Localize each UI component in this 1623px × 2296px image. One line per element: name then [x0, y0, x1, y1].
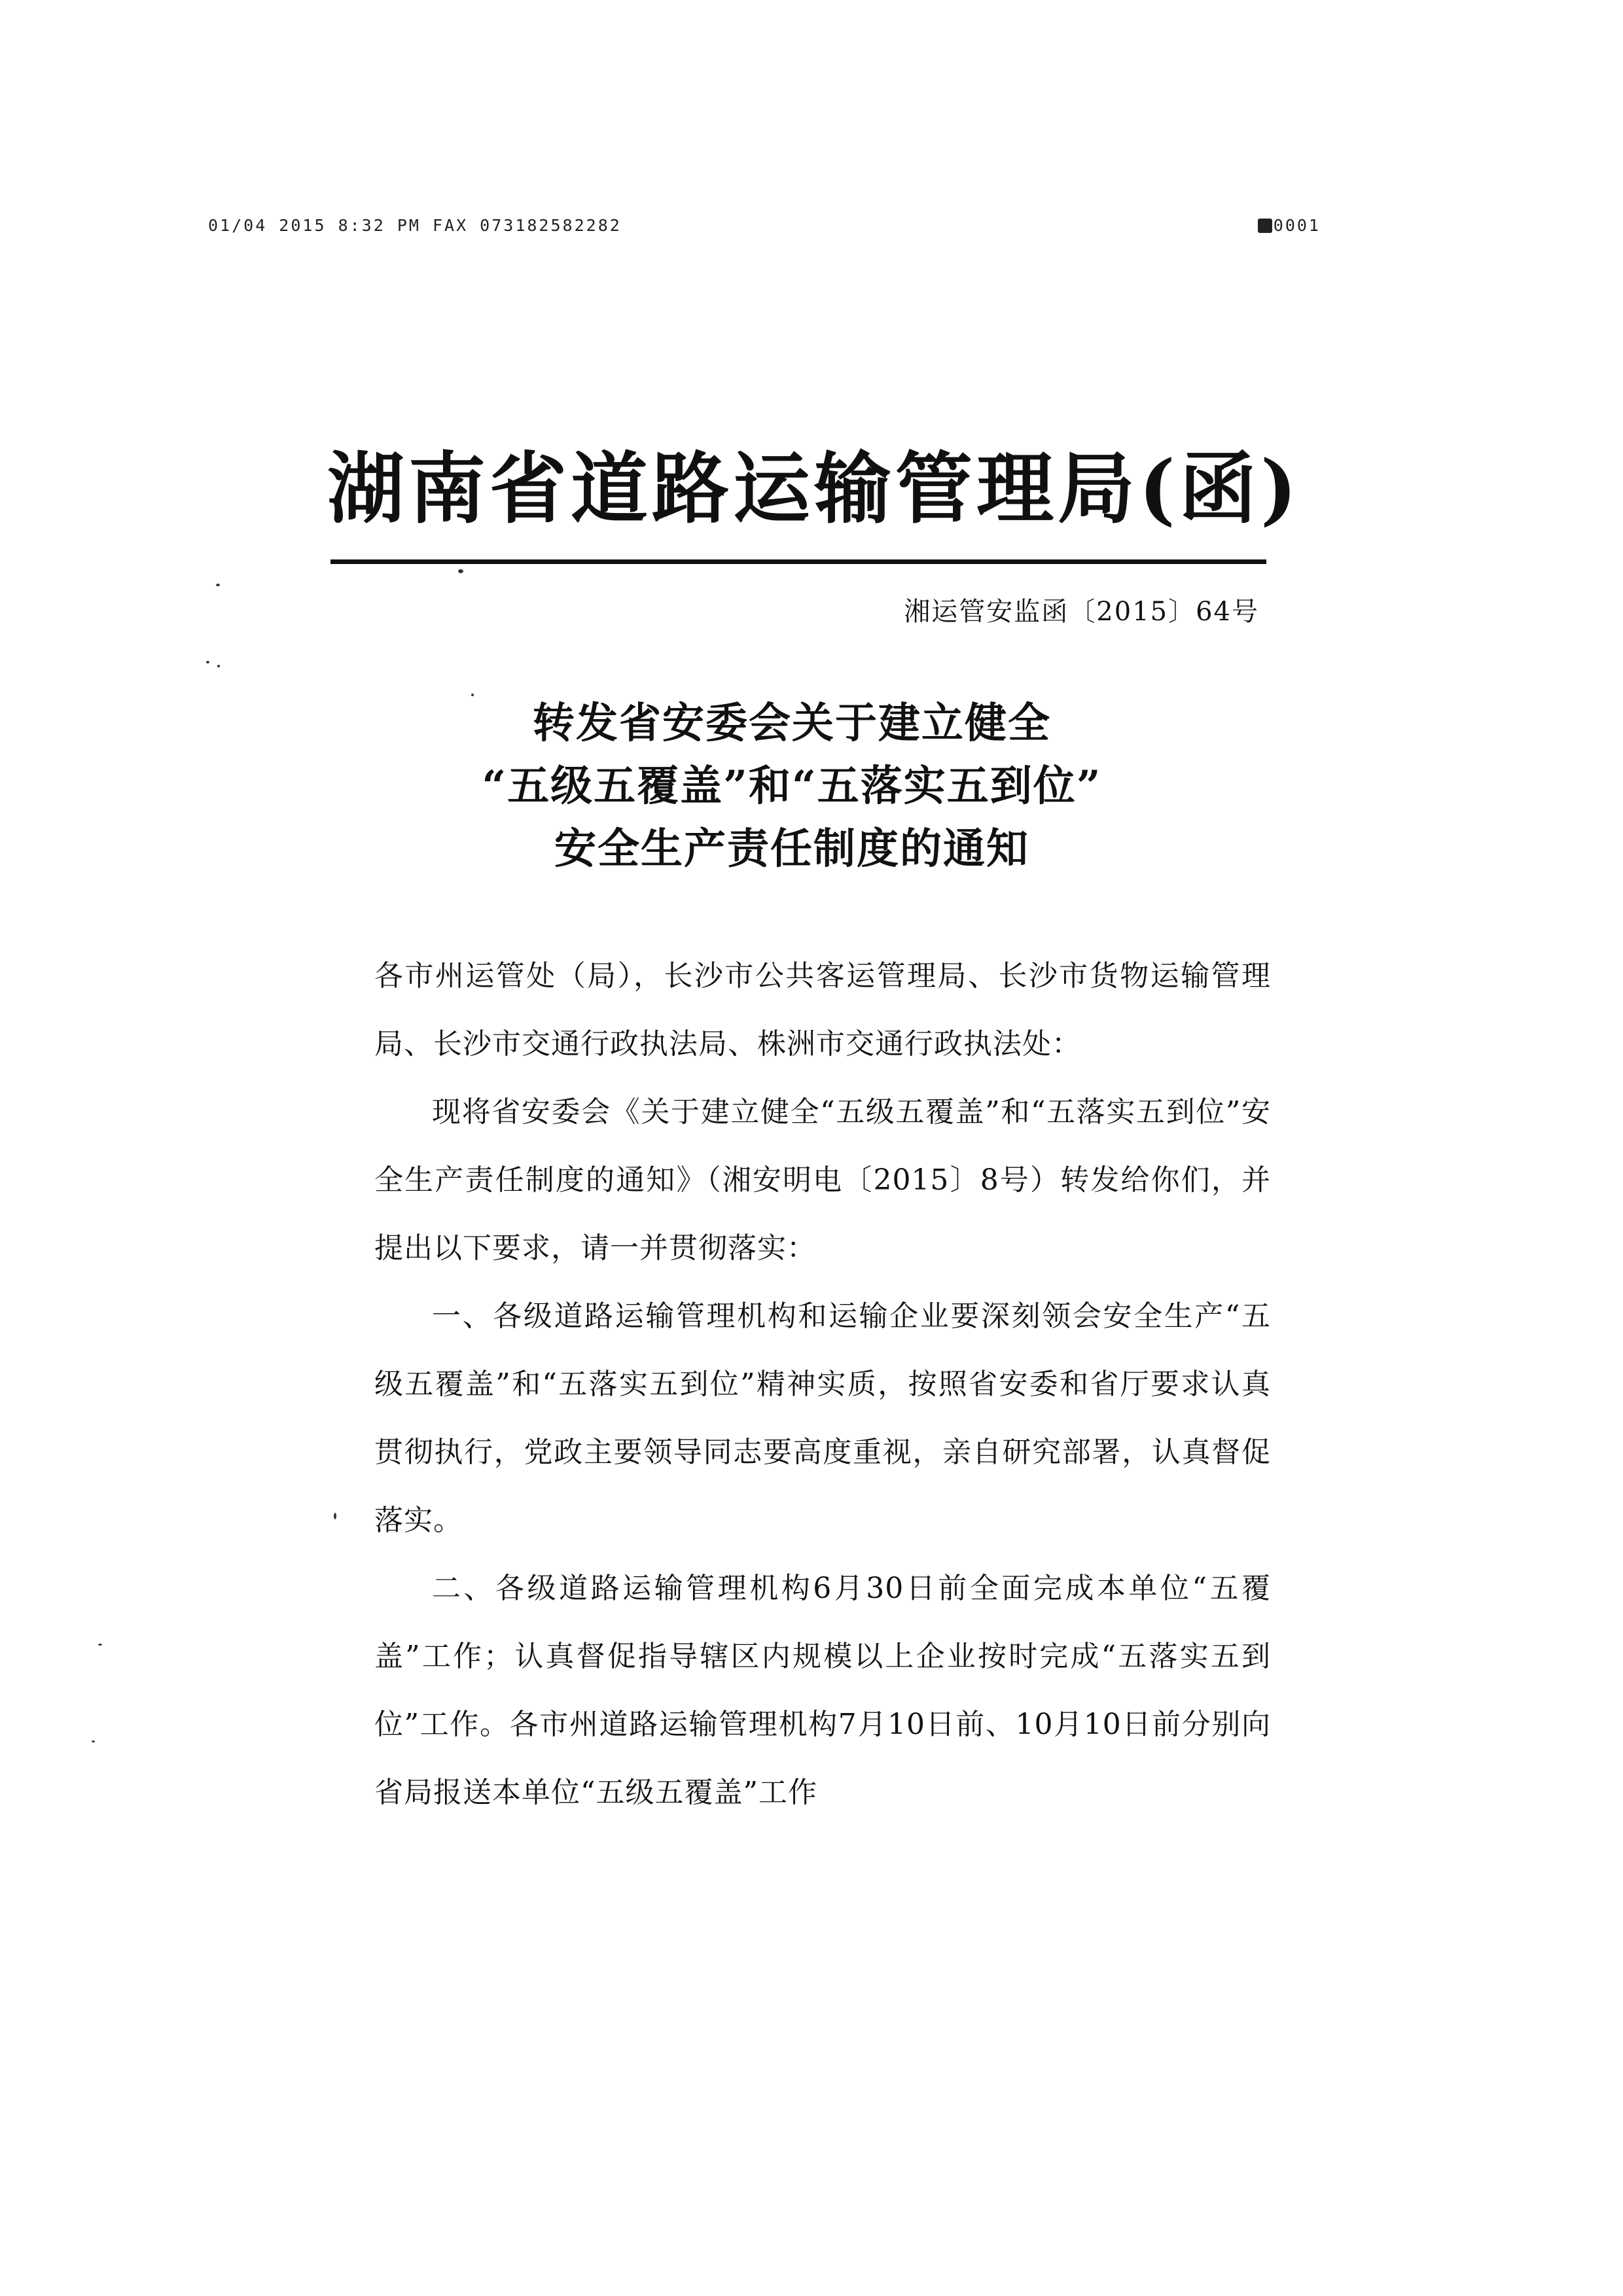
scan-speck — [92, 1740, 95, 1742]
fax-transmission-info: 01/04 2015 8:32 PM FAX 073182582282 — [208, 216, 622, 235]
header-divider — [330, 559, 1266, 564]
document-title-line: “五级五覆盖”和“五落实五到位” — [482, 762, 1102, 811]
document-title-line: 转发省安委会关于建立健全 — [533, 699, 1051, 748]
scan-speck — [216, 584, 220, 586]
scan-speck — [334, 1513, 336, 1519]
scan-speck — [458, 569, 463, 573]
addressees: 各市州运管处（局），长沙市公共客运管理局、长沙市货物运输管理局、长沙市交通行政执法局、株洲市交通行政执法处： — [374, 959, 1271, 1061]
scan-speck — [217, 665, 220, 667]
scan-speck — [206, 661, 209, 663]
fax-page-box-icon — [1258, 219, 1272, 233]
fax-header — [208, 216, 1321, 249]
issuing-organization-title: 湖南省道路运输管理局(函) — [327, 443, 1301, 534]
body-paragraph: 二、各级道路运输管理机构6月30日前全面完成本单位“五覆盖”工作；认真督促指导辖区内规模以上企业按时完成“五落实五到位”工作。各市州道路运输管理机构7月10日前、10月10日前分别向省局报送本单位“五级五覆盖”工作 — [374, 1572, 1271, 1809]
fax-page-number — [1258, 216, 1321, 235]
document-title-line: 安全生产责任制度的通知 — [554, 824, 1029, 874]
scan-speck — [471, 694, 474, 696]
document-number: 湘运管安监函〔2015〕64号 — [904, 597, 1259, 627]
scan-speck — [98, 1644, 102, 1646]
fax-page-number-text: 0001 — [1273, 216, 1321, 235]
body-paragraph: 现将省安委会《关于建立健全“五级五覆盖”和“五落实五到位”安全生产责任制度的通知》（湘安明电〔2015〕8号）转发给你们，并提出以下要求，请一并贯彻落实： — [374, 1095, 1271, 1265]
document-title — [366, 692, 1217, 881]
body-paragraph: 一、各级道路运输管理机构和运输企业要深刻领会安全生产“五级五覆盖”和“五落实五到位”精神实质，按照省安委和省厅要求认真贯彻执行，党政主要领导同志要高度重视，亲自研究部署，认真督促落实。 — [374, 1299, 1271, 1537]
document-body — [374, 942, 1271, 1827]
